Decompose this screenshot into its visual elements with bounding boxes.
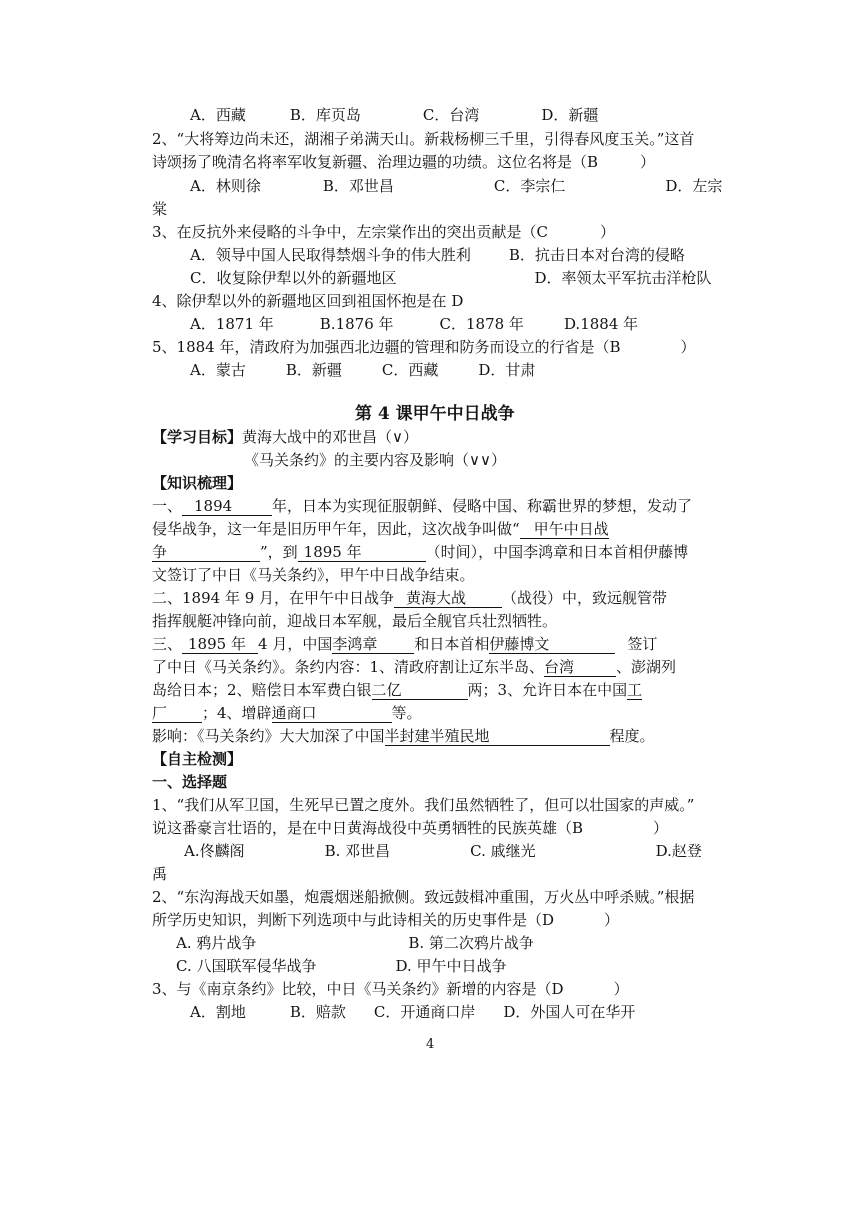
option-d: D．新疆 — [541, 106, 599, 124]
fill-blank: 通商口 — [272, 704, 392, 723]
knowledge-2-line2: 指挥舰艇冲锋向前，迎战日本军舰，最后全舰官兵壮烈牺牲。 — [152, 612, 558, 630]
prev-q2-options — [190, 176, 722, 196]
option-b: B．邓世昌 — [322, 177, 394, 195]
prev-q2-line2: 诗颂扬了晚清名将率军收复新疆、治理边疆的功绩。这位名将是（B ） — [152, 153, 656, 171]
knowledge-3-line3: 岛给日本；2、赔偿日本军费白银二亿 两；3、允许日本在中国工 — [152, 681, 643, 699]
option-d: D．左宗 — [665, 177, 723, 195]
learning-goal-2: 《马关条约》的主要内容及影响（∨∨） — [244, 451, 506, 469]
prev-q2-wrap: 棠 — [152, 200, 168, 218]
prev-q3-options-cd — [190, 268, 712, 288]
check-q2-options-cd — [176, 956, 507, 976]
option-b: B. 第二次鸦片战争 — [408, 934, 534, 952]
prev-q4-options — [190, 314, 638, 334]
option-c: C. 戚继光 — [470, 842, 536, 860]
option-d: D．甘肃 — [478, 361, 536, 379]
option-b: B．库页岛 — [289, 106, 361, 124]
option-a: A．领导中国人民取得禁烟斗争的伟大胜利 — [190, 246, 471, 264]
knowledge-1-line2: 侵华战争，这一年是旧历甲午年，因此，这次战争叫做“ 甲午中日战 — [152, 520, 609, 538]
option-c: C. 八国联军侵华战争 — [176, 957, 317, 975]
learning-goal-1: 【学习目标】黄海大战中的邓世昌（∨） — [152, 428, 418, 446]
section-multiple-choice: 一、选择题 — [152, 773, 228, 791]
fill-blank: 二亿 — [372, 681, 468, 700]
option-c: C．台湾 — [422, 106, 480, 124]
prev-q2-line1: 2、“大将筹边尚未还，湖湘子弟满天山。新栽杨柳三千里，引得春风度玉关。”这首 — [152, 130, 695, 148]
fill-blank: 半封建半殖民地 — [385, 727, 610, 746]
option-d: D.赵登 — [655, 842, 702, 860]
option-a: A．1871 年 — [190, 315, 274, 333]
fill-blank: 伊藤博文 — [489, 635, 615, 654]
prev-q5-options — [190, 360, 535, 380]
knowledge-1-line1: 一、 1894 年，日本为实现征服朝鲜、侵略中国、称霸世界的梦想，发动了 — [152, 497, 693, 515]
self-check-label: 【自主检测】 — [152, 750, 243, 768]
check-q1-line2: 说这番豪言壮语的，是在中日黄海战役中英勇牺牲的民族英雄（B ） — [152, 819, 669, 837]
check-q2-line2: 所学历史知识，判断下列选项中与此诗相关的历史事件是（D ） — [152, 911, 620, 929]
option-c: C．收复除伊犁以外的新疆地区 — [190, 269, 397, 287]
check-q3-options — [190, 1002, 635, 1022]
knowledge-2-line1: 二、1894 年 9 月，在甲午中日战争 黄海大战 （战役）中，致远舰管带 — [152, 589, 668, 607]
option-a: A. 鸦片战争 — [176, 934, 257, 952]
fill-blank: 黄海大战 — [394, 589, 502, 608]
option-b: B．抗击日本对台湾的侵略 — [508, 246, 685, 264]
fill-blank: 台湾 — [544, 658, 616, 677]
option-b: B. 邓世昌 — [324, 842, 391, 860]
fill-blank: 李鸿章 — [332, 635, 414, 654]
knowledge-label: 【知识梳理】 — [152, 474, 243, 492]
knowledge-3-line4: 厂 ；4、增辟通商口 等。 — [152, 704, 422, 722]
option-d: D. 甲午中日战争 — [395, 957, 507, 975]
prev-q3-stem: 3、在反抗外来侵略的斗争中，左宗棠作出的突出贡献是（C ） — [152, 223, 616, 241]
fill-blank: 争 — [152, 543, 260, 562]
goals-label: 【学习目标】 — [152, 428, 243, 446]
answer: C — [536, 223, 549, 241]
prev-q1-options — [190, 105, 598, 125]
option-c: C．1878 年 — [439, 315, 524, 333]
check-q1-line1: 1、“我们从军卫国，生死早已置之度外。我们虽然牺牲了，但可以壮国家的声威。” — [152, 796, 695, 814]
option-c: C．李宗仁 — [493, 177, 566, 195]
fill-blank: 厂 — [152, 704, 202, 723]
prev-q4-stem: 4、除伊犁以外的新疆地区回到祖国怀抱是在 D — [152, 292, 464, 310]
option-b: B．赔款 — [289, 1003, 346, 1021]
fill-blank: 1895 年 — [298, 543, 426, 562]
fill-blank: 1895 年 — [182, 635, 258, 654]
option-a: A．西藏 — [190, 106, 246, 124]
option-a: A．蒙古 — [190, 361, 246, 379]
fill-blank: 1894 — [182, 497, 272, 516]
check-q1-options — [184, 841, 702, 861]
answer: B — [587, 153, 599, 171]
answer: B — [609, 338, 621, 356]
check-q1-wrap: 禹 — [152, 865, 168, 883]
page-number: 4 — [426, 1037, 435, 1052]
check-q2-options-ab — [176, 933, 534, 953]
option-b: B.1876 年 — [319, 315, 394, 333]
option-d: D．外国人可在华开 — [503, 1003, 636, 1021]
option-a: A．割地 — [190, 1003, 246, 1021]
option-b: B．新疆 — [285, 361, 342, 379]
lesson-title: 第 4 课甲午中日战争 — [355, 404, 515, 424]
knowledge-3-line2: 了中日《马关条约》。条约内容：1、清政府割让辽东半岛、台湾 、澎湖列 — [152, 658, 677, 676]
fill-blank: 甲午中日战 — [520, 520, 609, 539]
option-d: D．率领太平军抗击洋枪队 — [534, 269, 712, 287]
prev-q3-options-ab — [190, 245, 685, 265]
check-q2-line1: 2、“东沟海战天如墨，炮震烟迷船掀侧。致远鼓楫冲重围，万火丛中呼杀贼。”根据 — [152, 888, 695, 906]
prev-q5-stem: 5、1884 年，清政府为加强西北边疆的管理和防务而设立的行省是（B ） — [152, 338, 696, 356]
knowledge-3-line1: 三、 1895 年 4 月，中国李鸿章 和日本首相伊藤博文 签订 — [152, 635, 658, 653]
option-a: A．林则徐 — [190, 177, 261, 195]
knowledge-1-line3: 争 ”，到 1895 年 （时间），中国李鸿章和日本首相伊藤博 — [152, 543, 689, 561]
fill-blank: 工 — [627, 681, 643, 699]
impact-line: 影响：《马关条约》大大加深了中国半封建半殖民地 程度。 — [152, 727, 655, 745]
option-c: C．开通商口岸 — [373, 1003, 476, 1021]
option-a: A.佟麟阁 — [184, 842, 245, 860]
option-d: D.1884 年 — [563, 315, 639, 333]
knowledge-1-line4: 文签订了中日《马关条约》，甲午中日战争结束。 — [152, 566, 475, 584]
option-c: C．西藏 — [381, 361, 439, 379]
check-q3-stem: 3、与《南京条约》比较，中日《马关条约》新增的内容是（D ） — [152, 980, 629, 998]
